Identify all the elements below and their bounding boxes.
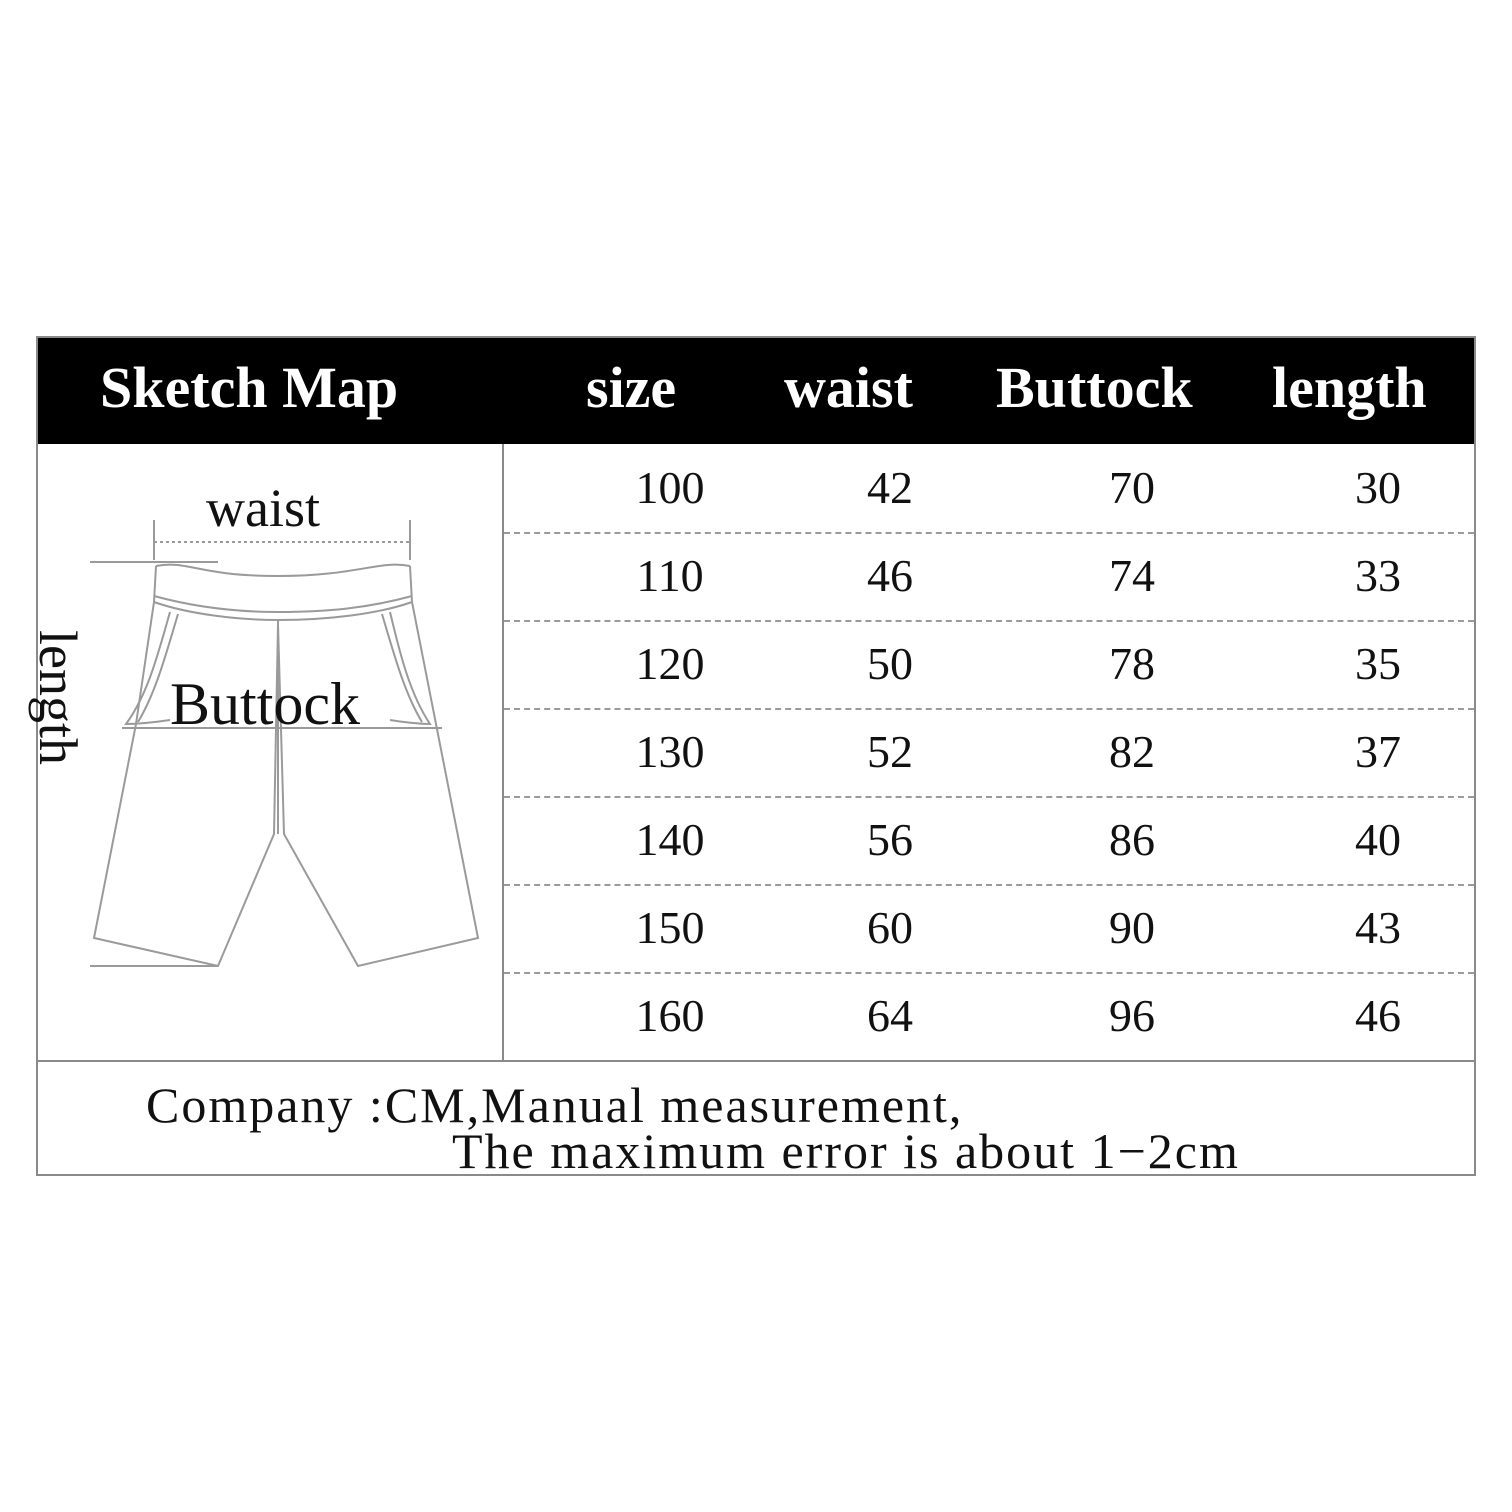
cell-length: 33 <box>1355 550 1401 601</box>
sketch-length-label: length <box>28 630 88 765</box>
cell-length: 43 <box>1355 902 1401 953</box>
cell-buttock: 78 <box>1109 638 1155 689</box>
cell-waist: 64 <box>867 990 913 1041</box>
cell-size: 140 <box>635 814 705 865</box>
table-row <box>504 532 1474 622</box>
cell-size: 150 <box>635 902 705 953</box>
size-table-body <box>504 444 1474 1060</box>
table-header <box>38 338 1474 444</box>
cell-buttock: 70 <box>1109 462 1155 513</box>
table-row <box>504 884 1474 974</box>
footer-line-1: Company :CM,Manual measurement, <box>146 1077 964 1133</box>
cell-length: 46 <box>1355 990 1401 1041</box>
cell-waist: 46 <box>867 550 913 601</box>
table-row <box>504 708 1474 798</box>
cell-length: 35 <box>1355 638 1401 689</box>
cell-size: 120 <box>635 638 705 689</box>
cell-size: 100 <box>635 462 705 513</box>
footer-line-2: The maximum error is about 1−2cm <box>452 1123 1240 1179</box>
cell-length: 40 <box>1355 814 1401 865</box>
sketch-buttock-label: Buttock <box>170 671 360 737</box>
cell-waist: 52 <box>867 726 913 777</box>
cell-waist: 42 <box>867 462 913 513</box>
header-sketch-map: Sketch Map <box>100 355 399 420</box>
cell-size: 130 <box>635 726 705 777</box>
header-waist: waist <box>784 355 913 420</box>
cell-buttock: 74 <box>1109 550 1155 601</box>
cell-waist: 60 <box>867 902 913 953</box>
sketch-panel <box>28 444 504 1060</box>
table-row <box>504 972 1474 1060</box>
cell-buttock: 90 <box>1109 902 1155 953</box>
table-row <box>504 620 1474 710</box>
footer-note <box>38 1060 1474 1179</box>
table-row <box>504 444 1474 534</box>
sketch-waist-label: waist <box>206 478 320 538</box>
header-length: length <box>1272 355 1427 420</box>
cell-waist: 56 <box>867 814 913 865</box>
cell-length: 30 <box>1355 462 1401 513</box>
size-chart <box>28 336 1476 1179</box>
table-row <box>504 796 1474 886</box>
header-buttock: Buttock <box>996 355 1193 420</box>
cell-buttock: 86 <box>1109 814 1155 865</box>
cell-size: 160 <box>635 990 705 1041</box>
cell-buttock: 82 <box>1109 726 1155 777</box>
cell-buttock: 96 <box>1109 990 1155 1041</box>
cell-size: 110 <box>636 550 704 601</box>
header-size: size <box>586 355 677 420</box>
cell-length: 37 <box>1355 726 1401 777</box>
cell-waist: 50 <box>867 638 913 689</box>
